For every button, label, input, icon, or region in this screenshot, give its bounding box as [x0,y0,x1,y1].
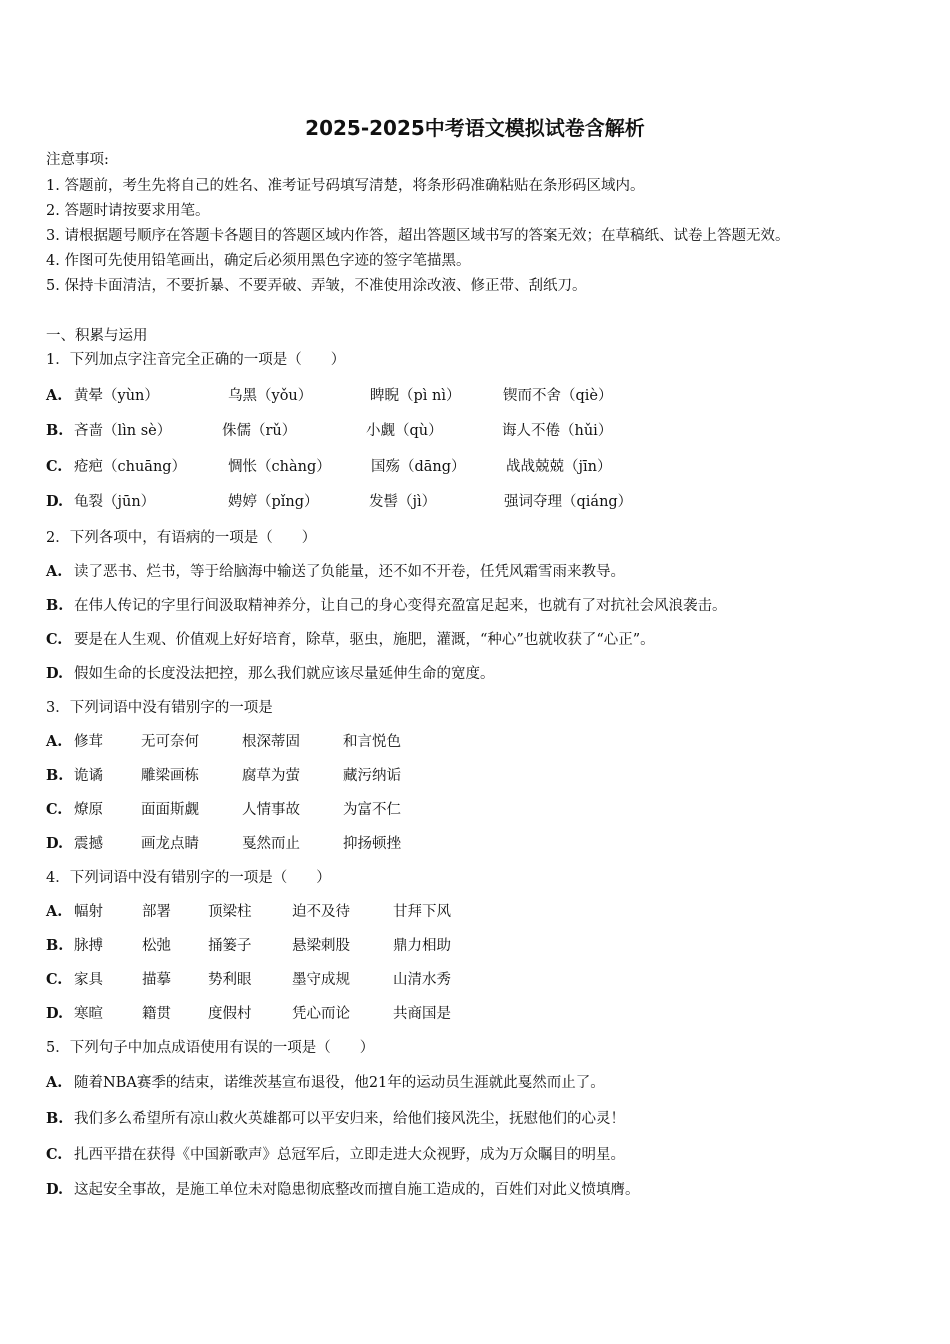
q5-option-d[interactable] [46,1180,640,1200]
option-item: 势利眼 [208,972,252,988]
option-label: A. [46,563,63,580]
option-text: 要是在人生观、价值观上好好培育，除草，驱虫，施肥，灌溉，“种心”也就收获了“心正”。 [74,632,655,648]
option-item: 面面斯觑 [141,802,199,818]
question-stem: 5．下列句子中加点成语使用有误的一项是（ ） [46,1040,375,1056]
question-stem: 4．下列词语中没有错别字的一项是（ ） [46,870,331,886]
option-item: 捅篓子 [208,938,252,954]
option-item: 小觑（qù） [366,423,443,439]
option-text: 假如生命的长度没法把控，那么我们就应该尽量延伸生命的宽度。 [74,666,495,682]
option-label: D. [46,665,64,682]
option-label: C. [46,631,63,648]
option-item: 鼎力相助 [393,938,451,954]
q5-option-c[interactable] [46,1145,625,1165]
option-item: 乌黑（yǒu） [228,388,313,404]
q4-option-a[interactable] [46,902,451,922]
q3-option-b[interactable] [46,766,401,786]
notice-item: 2. 答题时请按要求用笔。 [46,203,210,219]
option-item: 部署 [142,904,171,920]
q2-option-d[interactable] [46,664,495,684]
option-label: A. [46,733,63,750]
option-item: 顶梁柱 [208,904,252,920]
q4-option-d[interactable] [46,1004,451,1024]
option-label: D. [46,835,64,852]
option-label: C. [46,1146,63,1163]
option-item: 震撼 [74,836,103,852]
option-label: C. [46,801,63,818]
option-item: 松弛 [142,938,171,954]
notice-heading: 注意事项: [46,152,109,168]
option-item: 龟裂（jūn） [74,494,156,510]
option-item: 根深蒂固 [242,734,300,750]
option-label: B. [46,1110,64,1127]
option-label: A. [46,903,63,920]
notice-item: 3. 请根据题号顺序在答题卡各题目的答题区域内作答，超出答题区域书写的答案无效；在草稿纸、试卷上答题无效。 [46,228,790,244]
option-item: 发髻（jì） [369,494,437,510]
option-item: 为富不仁 [343,802,401,818]
notice-item: 4. 作图可先使用铅笔画出，确定后必须用黑色字迹的签字笔描黑。 [46,253,471,269]
option-item: 画龙点睛 [141,836,199,852]
question-stem: 2．下列各项中，有语病的一项是（ ） [46,530,317,546]
option-text: 我们多么希望所有凉山救火英雄都可以平安归来，给他们接风洗尘，抚慰他们的心灵！ [74,1111,625,1127]
option-label: D. [46,1181,64,1198]
q1-option-d[interactable] [46,492,633,512]
option-item: 迫不及待 [292,904,350,920]
option-item: 雕梁画栋 [141,768,199,784]
option-label: B. [46,937,64,954]
option-item: 和言悦色 [343,734,401,750]
option-label: C. [46,971,63,988]
option-item: 寒暄 [74,1006,103,1022]
option-label: C. [46,458,63,475]
option-item: 墨守成规 [292,972,350,988]
q2-option-a[interactable] [46,562,625,582]
q5-option-b[interactable] [46,1109,625,1129]
option-item: 诡谲 [74,768,103,784]
q1-option-b[interactable] [46,421,613,441]
q1-option-c[interactable] [46,457,612,477]
q5-option-a[interactable] [46,1073,605,1093]
option-item: 脉搏 [74,938,103,954]
option-label: A. [46,387,63,404]
option-item: 凭心而论 [292,1006,350,1022]
document-title: 2025-2025中考语文模拟试卷含解析 [305,116,645,140]
option-item: 戛然而止 [242,836,300,852]
option-label: B. [46,767,64,784]
option-text: 这起安全事故，是施工单位未对隐患彻底整改而擅自施工造成的，百姓们对此义愤填膺。 [74,1182,640,1198]
option-item: 腐草为萤 [242,768,300,784]
option-item: 强词夺理（qiáng） [504,494,633,510]
q4-option-b[interactable] [46,936,451,956]
option-item: 诲人不倦（hǔi） [502,423,613,439]
option-item: 悬梁刺股 [292,938,350,954]
question-stem: 1．下列加点字注音完全正确的一项是（ ） [46,352,346,368]
option-item: 战战兢兢（jīn） [506,459,612,475]
option-label: B. [46,597,64,614]
question-stem: 3．下列词语中没有错别字的一项是 [46,700,273,716]
option-label: D. [46,493,64,510]
option-text: 随着NBA赛季的结束，诺维茨基宣布退役，他21年的运动员生涯就此戛然而止了。 [74,1075,605,1091]
option-text: 扎西平措在获得《中国新歌声》总冠军后，立即走进大众视野，成为万众瞩目的明星。 [74,1147,625,1163]
option-item: 甘拜下风 [393,904,451,920]
q1-option-a[interactable] [46,386,613,406]
option-item: 睥睨（pì nì） [370,388,461,404]
option-item: 藏污纳诟 [343,768,401,784]
q4-option-c[interactable] [46,970,451,990]
option-text: 读了恶书、烂书，等于给脑海中输送了负能量，还不如不开卷，任凭风霜雪雨来教导。 [74,564,625,580]
option-item: 山清水秀 [393,972,451,988]
option-item: 度假村 [208,1006,252,1022]
option-label: B. [46,422,64,439]
option-item: 惆怅（chàng） [228,459,331,475]
option-item: 国殇（dāng） [371,459,466,475]
q2-option-c[interactable] [46,630,655,650]
option-text: 在伟人传记的字里行间汲取精神养分，让自己的身心变得充盈富足起来，也就有了对抗社会风浪袭击。 [74,598,727,614]
option-item: 吝啬（lìn sè） [74,423,172,439]
option-item: 黄晕（yùn） [74,388,159,404]
option-item: 人情事故 [242,802,300,818]
notice-item: 1. 答题前，考生先将自己的姓名、准考证号码填写清楚，将条形码准确粘贴在条形码区域内。 [46,178,645,194]
option-item: 共商国是 [393,1006,451,1022]
notice-item: 5. 保持卡面清洁，不要折暴、不要弄破、弄皱，不准使用涂改液、修正带、刮纸刀。 [46,278,587,294]
section-heading: 一、积累与运用 [46,328,148,344]
q3-option-d[interactable] [46,834,401,854]
option-item: 疮疤（chuāng） [74,459,187,475]
option-item: 燎原 [74,802,103,818]
option-item: 描摹 [142,972,171,988]
option-item: 抑扬顿挫 [343,836,401,852]
option-item: 娉婷（pǐng） [228,494,319,510]
q2-option-b[interactable] [46,596,727,616]
option-item: 锲而不舍（qiè） [503,388,613,404]
option-item: 幅射 [74,904,103,920]
option-item: 侏儒（rǔ） [222,423,297,439]
q3-option-c[interactable] [46,800,401,820]
option-item: 修茸 [74,734,103,750]
option-item: 家具 [74,972,103,988]
option-item: 籍贯 [142,1006,171,1022]
option-item: 无可奈何 [141,734,199,750]
option-label: A. [46,1074,63,1091]
option-label: D. [46,1005,64,1022]
q3-option-a[interactable] [46,732,401,752]
